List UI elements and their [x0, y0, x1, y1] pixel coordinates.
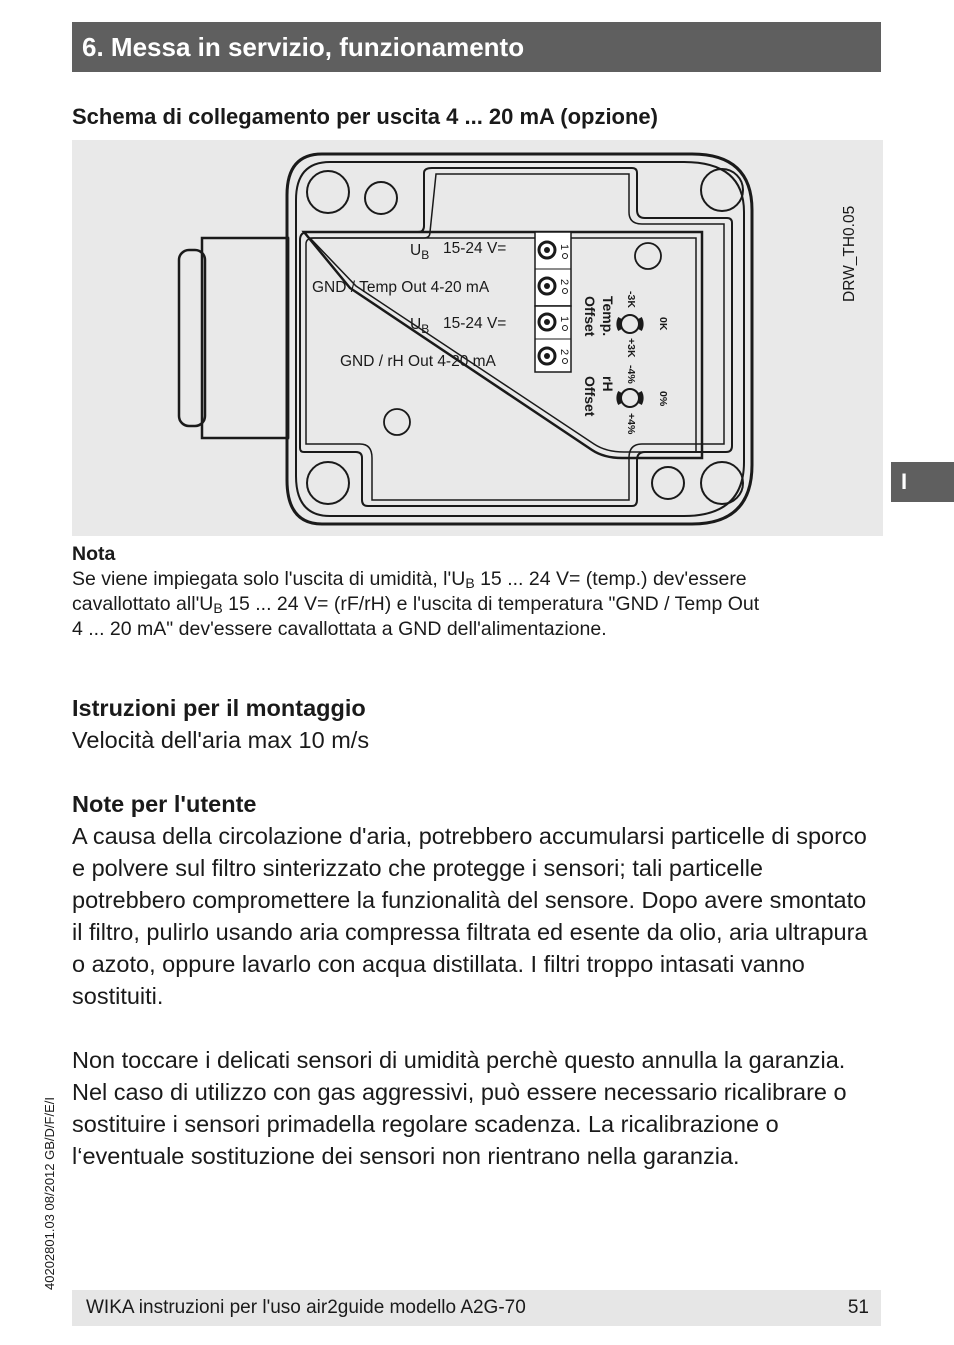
ub-voltage-2: 15-24 V=	[443, 315, 507, 332]
document-code: 40202801.03 08/2012 GB/D/F/E/I	[42, 1097, 57, 1290]
housing-outline	[287, 154, 752, 524]
language-tab	[891, 462, 954, 502]
page-footer	[72, 1290, 881, 1326]
pin-label-4: 2	[558, 349, 570, 356]
pcb-board	[304, 232, 702, 458]
rh-offset-label-line1: rH	[600, 376, 616, 392]
pcb-hole-right	[635, 243, 661, 269]
note-line-2: cavallottato $all'U_B$ 15 ... 24 V= (rF/rH) e l'uscita di temperatura "GND / Temp Out	[72, 593, 760, 616]
ub-label-2: $U_B$	[410, 316, 430, 336]
note-line-3: 4 ... 20 mA" dev'essere cavallottata a GND dell'alimentazione.	[72, 618, 607, 640]
note-line-1: Se viene impiegata solo l'uscita di umidità, $l'U_B$ 15 ... 24 V= (temp.) dev'essere	[72, 568, 747, 591]
wiring-diagram-heading: Schema di collegamento per uscita 4 ... 20 mA (opzione)	[72, 104, 658, 129]
temp-plus-label: +3K	[625, 338, 637, 358]
housing-outline-inner	[296, 162, 744, 516]
screw-hole-top	[365, 182, 397, 214]
body-text	[72, 692, 872, 1172]
cable-gland-body	[202, 238, 288, 438]
section-header	[72, 22, 881, 72]
pcb-hole-left	[384, 409, 410, 435]
mounting-text: Velocità dell'aria max 10 m/s	[72, 727, 370, 753]
temp-offset-label-line1: Temp.	[600, 296, 616, 337]
note-block	[72, 542, 872, 642]
note-title: Nota	[72, 543, 116, 565]
temp-offset-label-line2: Offset	[582, 296, 598, 337]
section-title: 6. Messa in servizio, funzionamento	[82, 32, 525, 62]
screw-hole-bottom	[652, 467, 684, 499]
mounting-hole-bottom-left	[307, 462, 349, 504]
user-notes-heading: Note per l'utente	[72, 791, 257, 817]
mounting-hole-bottom-right	[701, 462, 743, 504]
mounting-heading: Istruzioni per il montaggio	[72, 695, 366, 721]
ub-label-1: $U_B$	[410, 242, 430, 262]
rh-offset-label-line2: Offset	[582, 376, 598, 417]
user-notes-paragraph-1: A causa della circolazione d'aria, potrebbero accumularsi particelle di sporco e polvere sul filtro sinterizzato che protegge i sensori; tali particelle potrebbero compromettere la funzionalità del sensore. Dopo avere smontato il filtro, pulirlo usando aria compressa filtrata ed esente da olio, aria ultrapura o azoto, oppure lavarlo con acqua distillata. I filtri troppo intasati vanno sostituiti.	[72, 823, 868, 1009]
pin-label-2: 2	[558, 279, 570, 286]
gnd-rh-out-label: GND / rH Out 4-20 mA	[340, 353, 496, 370]
user-notes-paragraph-2: Non toccare i delicati sensori di umidità perchè questo annulla la garanzia.	[72, 1047, 846, 1073]
temp-zero-label: 0K	[657, 317, 669, 331]
drawing-code: DRW_TH0.05	[841, 205, 858, 302]
pin-label-1: 1	[558, 244, 570, 251]
rh-plus-label: +4%	[625, 413, 637, 435]
wiring-diagram	[72, 140, 883, 536]
user-notes-paragraph-3: Nel caso di utilizzo con gas aggressivi, può essere necessario ricalibrare o sostituire i sensori primadella regolare scadenza. La ricalibrazione o l‘eventuale sostituzione dei sensori non rientrano nella garanzia.	[72, 1079, 847, 1169]
inner-cover	[300, 168, 732, 506]
mounting-hole-top-left	[307, 171, 349, 213]
mounting-hole-top-right	[701, 169, 743, 211]
rh-offset-potentiometer	[621, 389, 639, 407]
pin-label-3: 1	[558, 316, 570, 323]
language-tab-label: I	[901, 469, 908, 494]
footer-text: WIKA instruzioni per l'uso air2guide modello A2G-70	[86, 1297, 526, 1318]
page-number: 51	[847, 1297, 869, 1318]
ub-voltage-1: 15-24 V=	[443, 240, 507, 257]
rh-minus-label: -4%	[625, 365, 637, 384]
temp-minus-label: -3K	[625, 291, 637, 308]
rh-zero-label: 0%	[657, 391, 669, 407]
wiring-diagram-drawing	[72, 140, 883, 536]
temp-offset-potentiometer	[621, 315, 639, 333]
gnd-temp-out-label: GND / Temp Out 4-20 mA	[312, 279, 490, 296]
